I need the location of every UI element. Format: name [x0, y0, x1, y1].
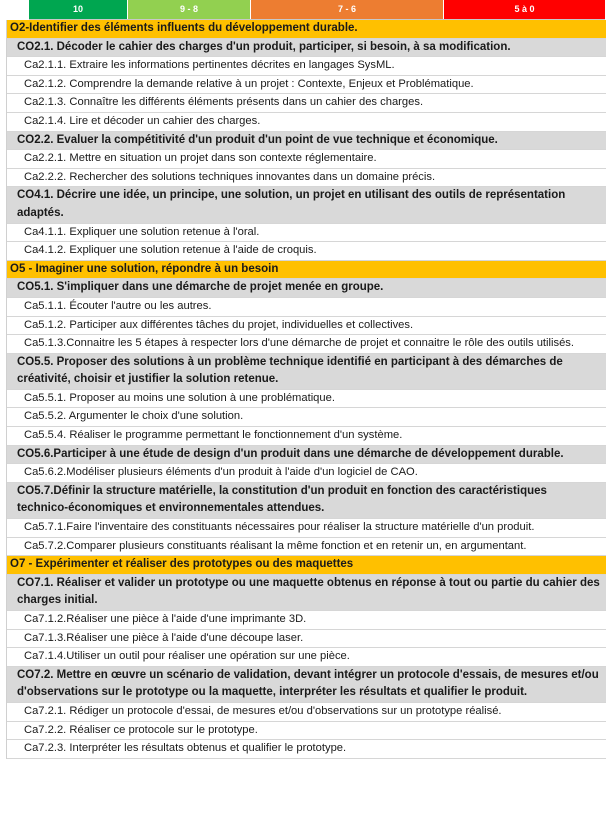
legend-5-0: 5 à 0 [444, 0, 605, 19]
capacity-row: Ca2.1.3. Connaître les différents éléments présents dans un cahier des charges. [7, 94, 606, 113]
competency-row: CO2.2. Evaluer la compétitivité d'un produit d'un point de vue technique et économique. [7, 132, 606, 151]
capacity-row: Ca5.1.2. Participer aux différentes tâches du projet, individuelles et collectives. [7, 317, 606, 336]
capacity-row: Ca7.1.3.Réaliser une pièce à l'aide d'une découpe laser. [7, 630, 606, 649]
capacity-row: Ca5.1.1. Écouter l'autre ou les autres. [7, 298, 606, 317]
capacity-row: Ca5.5.2. Argumenter le choix d'une solution. [7, 408, 606, 427]
competency-list [6, 20, 606, 759]
legend-10: 10 [29, 0, 128, 19]
capacity-row: Ca2.1.4. Lire et décoder un cahier des charges. [7, 113, 606, 132]
capacity-row: Ca2.1.2. Comprendre la demande relative à un projet : Contexte, Enjeux et Problématique. [7, 76, 606, 95]
competency-row: CO2.1. Décoder le cahier des charges d'un produit, participer, si besoin, à sa modification. [7, 39, 606, 58]
objective-row: O7 - Expérimenter et réaliser des prototypes ou des maquettes [7, 556, 606, 575]
legend-9-8: 9 - 8 [128, 0, 251, 19]
capacity-row: Ca2.2.1. Mettre en situation un projet dans son contexte réglementaire. [7, 150, 606, 169]
objective-row: O2-Identifier des éléments influents du développement durable. [7, 20, 606, 39]
capacity-row: Ca7.1.2.Réaliser une pièce à l'aide d'une imprimante 3D. [7, 611, 606, 630]
capacity-row: Ca4.1.1. Expliquer une solution retenue à l'oral. [7, 224, 606, 243]
capacity-row: Ca7.2.1. Rédiger un protocole d'essai, de mesures et/ou d'observations sur un prototype réalisé. [7, 703, 606, 722]
capacity-row: Ca5.6.2.Modéliser plusieurs éléments d'un produit à l'aide d'un logiciel de CAO. [7, 464, 606, 483]
capacity-row: Ca5.5.1. Proposer au moins une solution à une problématique. [7, 390, 606, 409]
competency-row: CO5.6.Participer à une étude de design d'un produit dans une démarche de développement durable. [7, 446, 606, 465]
capacity-row: Ca5.7.1.Faire l'inventaire des constituants nécessaires pour réaliser la structure matérielle d'un produit. [7, 519, 606, 538]
legend-7-6: 7 - 6 [251, 0, 444, 19]
capacity-row: Ca5.5.4. Réaliser le programme permettant le fonctionnement d'un système. [7, 427, 606, 446]
capacity-row: Ca7.2.2. Réaliser ce protocole sur le prototype. [7, 722, 606, 741]
score-legend [29, 0, 605, 20]
competency-row: CO5.5. Proposer des solutions à un problème technique identifié en participant à des démarches de créativité, choisir et justifier la solution retenue. [7, 354, 606, 390]
competency-row: CO7.2. Mettre en œuvre un scénario de validation, devant intégrer un protocole d'essais, de mesures et/ou d'observations sur le prototype ou la maquette, interpréter les résultats et qualifier le produit. [7, 667, 606, 703]
capacity-row: Ca2.1.1. Extraire les informations pertinentes décrites en langages SysML. [7, 57, 606, 76]
capacity-row: Ca5.7.2.Comparer plusieurs constituants réalisant la même fonction et en retenir un, en argumentant. [7, 538, 606, 557]
objective-row: O5 - Imaginer une solution, répondre à un besoin [7, 261, 606, 280]
capacity-row: Ca5.1.3.Connaitre les 5 étapes à respecter lors d'une démarche de projet et connaitre le rôle des outils utilisés. [7, 335, 606, 354]
competency-row: CO4.1. Décrire une idée, un principe, une solution, un projet en utilisant des outils de représentation adaptés. [7, 187, 606, 223]
capacity-row: Ca4.1.2. Expliquer une solution retenue à l'aide de croquis. [7, 242, 606, 261]
capacity-row: Ca7.2.3. Interpréter les résultats obtenus et qualifier le prototype. [7, 740, 606, 759]
capacity-row: Ca2.2.2. Rechercher des solutions techniques innovantes dans un domaine précis. [7, 169, 606, 188]
competency-row: CO7.1. Réaliser et valider un prototype ou une maquette obtenus en réponse à tout ou partie du cahier des charges initial. [7, 575, 606, 611]
capacity-row: Ca7.1.4.Utiliser un outil pour réaliser une opération sur une pièce. [7, 648, 606, 667]
competency-row: CO5.7.Définir la structure matérielle, la constitution d'un produit en fonction des caractéristiques technico-économiques et environnementales attendues. [7, 483, 606, 519]
competency-row: CO5.1. S'impliquer dans une démarche de projet menée en groupe. [7, 279, 606, 298]
